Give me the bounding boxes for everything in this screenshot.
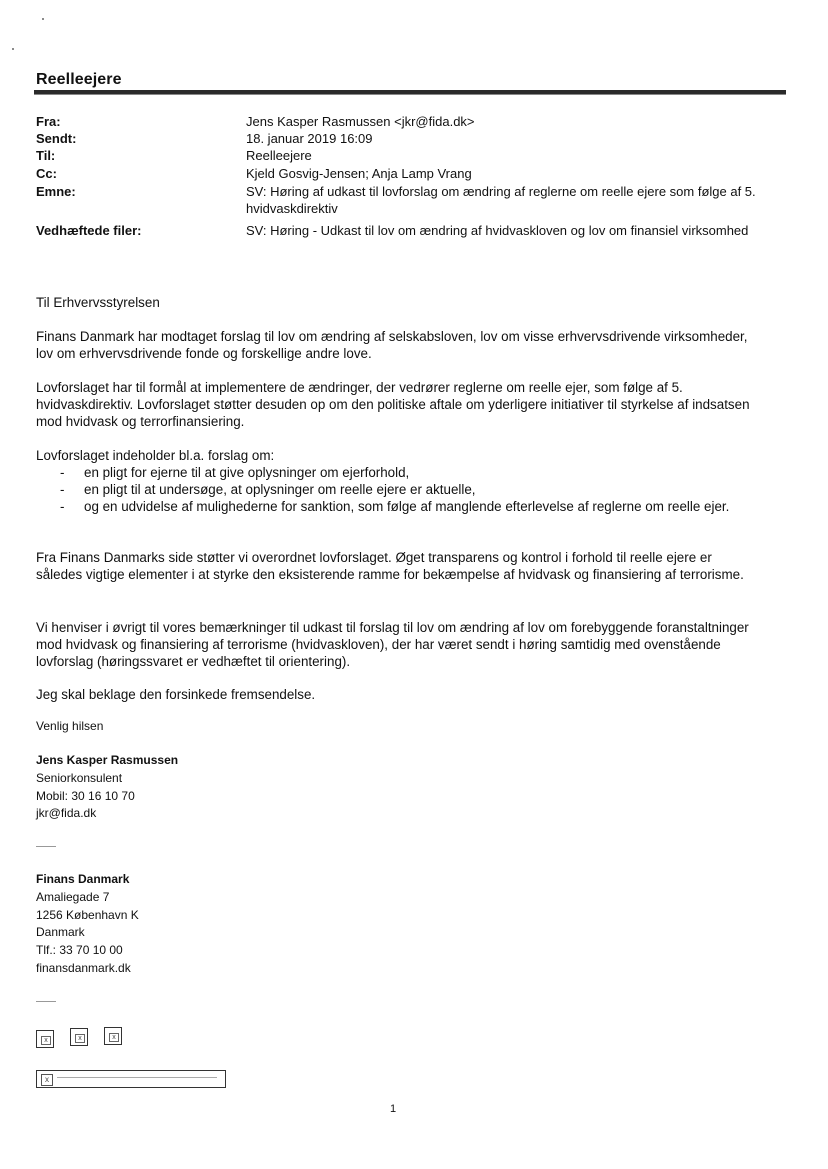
- broken-image-icon[interactable]: [104, 1027, 122, 1045]
- bullet-dash: -: [60, 499, 65, 514]
- paragraph-support: Fra Finans Danmarks side støtter vi overordnet lovforslaget. Øget transparens og kontrol i forhold til reelle ejere er således vigtige elementer i at styrke den eksisterende ramme for bekæmpelse af hvidvask og finansiering af terrorisme.: [36, 550, 744, 582]
- email-title: Reelleejere: [36, 71, 122, 88]
- broken-banner-image[interactable]: [36, 1070, 226, 1088]
- page-number: 1: [390, 1103, 397, 1115]
- header-value: SV: Høring af udkast til lovforslag om ændring af reglerne om reelle ejere som følge af 5. hvidvaskdirektiv: [246, 184, 756, 216]
- company-country: Danmark: [36, 925, 85, 939]
- header-label: Sendt:: [36, 131, 77, 146]
- list-item-text: en pligt til at undersøge, at oplysninger om reelle ejere er aktuelle,: [84, 482, 476, 497]
- header-label: Til:: [36, 148, 56, 163]
- signature-separator: [36, 846, 56, 847]
- image-placeholder-glyph: x: [41, 1036, 51, 1045]
- signature-email-link[interactable]: jkr@fida.dk: [36, 806, 97, 820]
- header-value: Kjeld Gosvig-Jensen; Anja Lamp Vrang: [246, 166, 472, 181]
- header-label: Emne:: [36, 184, 76, 199]
- image-placeholder-glyph: x: [41, 1074, 53, 1086]
- attachment-link[interactable]: SV: Høring - Udkast til lov om ændring af hvidvaskloven og lov om finansiel virksomhed: [246, 223, 749, 238]
- signature-role: Seniorkonsulent: [36, 771, 123, 785]
- header-label: Vedhæftede filer:: [36, 223, 142, 238]
- company-phone: Tlf.: 33 70 10 00: [36, 943, 123, 957]
- list-item: [36, 481, 756, 498]
- paragraph-reference: Vi henviser i øvrigt til vores bemærkninger til udkast til forslag til lov om ændring af lov om forebyggende foranstaltninger mod hvidvask og finansiering af terrorisme (hvidvaskloven), der har været sendt i høring samtidig med ovenstående lovforslag (høringssvaret er vedhæftet til orientering).: [36, 620, 749, 669]
- paragraph-contents: Lovforslaget indeholder bl.a. forslag om:: [36, 448, 275, 463]
- company-city: 1256 København K: [36, 908, 139, 922]
- signature-name: Jens Kasper Rasmussen: [36, 753, 179, 767]
- image-placeholder-glyph: x: [109, 1033, 119, 1042]
- signature-mobile: Mobil: 30 16 10 70: [36, 789, 135, 803]
- image-placeholder-glyph: x: [75, 1034, 85, 1043]
- broken-image-icon[interactable]: [70, 1028, 88, 1046]
- list-item: [36, 464, 756, 481]
- banner-rule: [57, 1077, 217, 1078]
- scan-speck: [12, 48, 14, 50]
- scan-speck: [42, 18, 44, 20]
- header-label: Fra:: [36, 114, 61, 129]
- header-value: Jens Kasper Rasmussen <jkr@fida.dk>: [246, 114, 475, 129]
- header-label: Cc:: [36, 166, 57, 181]
- closing: Venlig hilsen: [36, 719, 104, 733]
- company-street: Amaliegade 7: [36, 890, 110, 904]
- proposal-list: [36, 464, 756, 515]
- title-divider: [34, 90, 786, 95]
- paragraph-apology: Jeg skal beklage den forsinkede fremsendelse.: [36, 687, 316, 702]
- list-item-text: en pligt for ejerne til at give oplysninger om ejerforhold,: [84, 465, 410, 480]
- bullet-dash: -: [60, 465, 65, 480]
- company-website-link[interactable]: finansdanmark.dk: [36, 961, 131, 975]
- bullet-dash: -: [60, 482, 65, 497]
- paragraph-intro: Finans Danmark har modtaget forslag til lov om ændring af selskabsloven, lov om visse erhvervsdrivende virksomheder, lov om erhvervsdrivende fonde og forskellige andre love.: [36, 329, 748, 361]
- broken-image-icon[interactable]: [36, 1030, 54, 1048]
- header-value: Reelleejere: [246, 148, 312, 163]
- paragraph-purpose: Lovforslaget har til formål at implementere de ændringer, der vedrører reglerne om reelle ejer, som følge af 5. hvidvaskdirektiv. Lovforslaget støtter desuden op om den politiske aftale om yderligere initiativer til styrkelse af indsatsen mod hvidvask og terrorfinansiering.: [36, 380, 750, 429]
- list-item: [36, 498, 756, 515]
- greeting: Til Erhvervsstyrelsen: [36, 295, 160, 310]
- company-name: Finans Danmark: [36, 872, 130, 886]
- company-separator: [36, 1001, 56, 1002]
- header-value: 18. januar 2019 16:09: [246, 131, 373, 146]
- list-item-text: og en udvidelse af mulighederne for sanktion, som følge af manglende efterlevelse af reglerne om reelle ejer.: [84, 499, 730, 514]
